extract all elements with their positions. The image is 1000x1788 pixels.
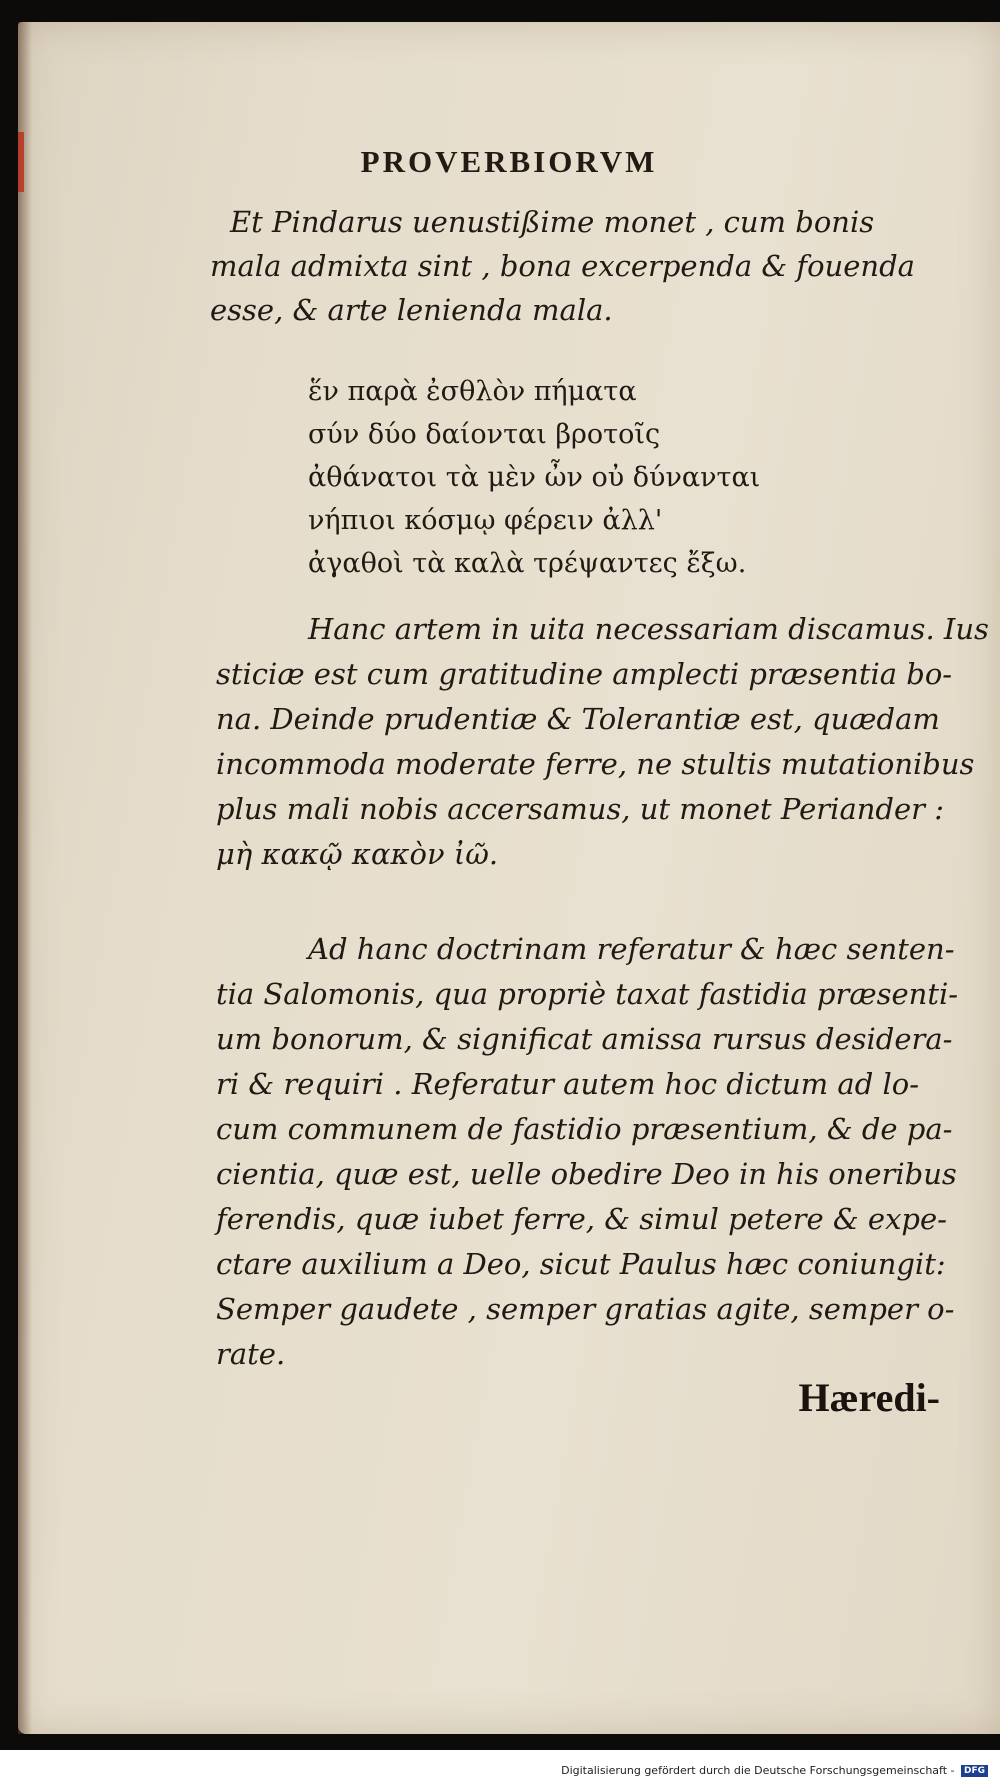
text-line: esse, & arte lenienda mala. [210,293,613,327]
verse-line: ἕν παρὰ ἐσθλὸν πήματα [308,376,637,407]
text-line: cum communem de fastidio præsentium, & de pa- [216,1112,953,1146]
paragraph-ad-hanc-doctrinam [216,927,959,1377]
text-line: Semper gaudete , semper gratias agite, semper o- [216,1292,955,1326]
text-line: incommoda moderate ferre, ne stultis mutationibus [216,747,975,781]
digitization-footer [0,1764,988,1777]
verse-line: ἀθάνατοι τὰ μὲν ὦν οὐ δύνανται [308,462,761,493]
text-line: Ad hanc doctrinam referatur & hæc senten- [308,932,955,966]
paragraph-pindar [210,200,970,332]
dfg-logo: DFG [961,1765,988,1777]
book-page [18,22,1000,1734]
paragraph-hanc-artem [216,607,989,877]
running-header: PROVERBIORVM [360,144,658,179]
funding-note: Digitalisierung gefördert durch die Deutsche Forschungsgemeinschaft - [561,1764,955,1777]
verse-line: νήπιοι κόσμῳ φέρειν ἀλλ' [308,505,663,536]
text-line: ferendis, quæ iubet ferre, & simul petere & expe- [216,1202,947,1236]
text-line: um bonorum, & significat amissa rursus desidera- [216,1022,953,1056]
greek-verse [308,370,760,585]
text-line: tia Salomonis, qua propriè taxat fastidia præsenti- [216,977,959,1011]
verse-line: ἀγαθοὶ τὰ καλὰ τρέψαντες ἔξω. [308,548,747,579]
text-line: Et Pindarus uenustißime monet , cum bonis [230,205,875,239]
text-line: rate. [216,1337,286,1371]
text-line: ri & requiri . Referatur autem hoc dictum ad lo- [216,1067,920,1101]
text-line: ctare auxilium a Deo, sicut Paulus hæc coniungit: [216,1247,946,1281]
page-spine-shadow [18,22,32,1734]
catchword: Hæredi- [798,1375,940,1420]
text-line: plus mali nobis accersamus, ut monet Periander : [216,792,944,826]
text-line: Hanc artem in uita necessariam discamus. Ius [308,612,989,646]
verse-line: σύν δύο δαίονται βροτοῖς [308,419,661,450]
text-line: μὴ κακῷ κακὸν ἰῶ. [216,837,499,871]
text-line: na. Deinde prudentiæ & Tolerantiæ est, quædam [216,702,940,736]
text-line: mala admixta sint , bona excerpenda & fouenda [210,249,915,283]
text-line: sticiæ est cum gratitudine amplecti præsentia bo- [216,657,953,691]
text-line: cientia, quæ est, uelle obedire Deo in his oneribus [216,1157,957,1191]
